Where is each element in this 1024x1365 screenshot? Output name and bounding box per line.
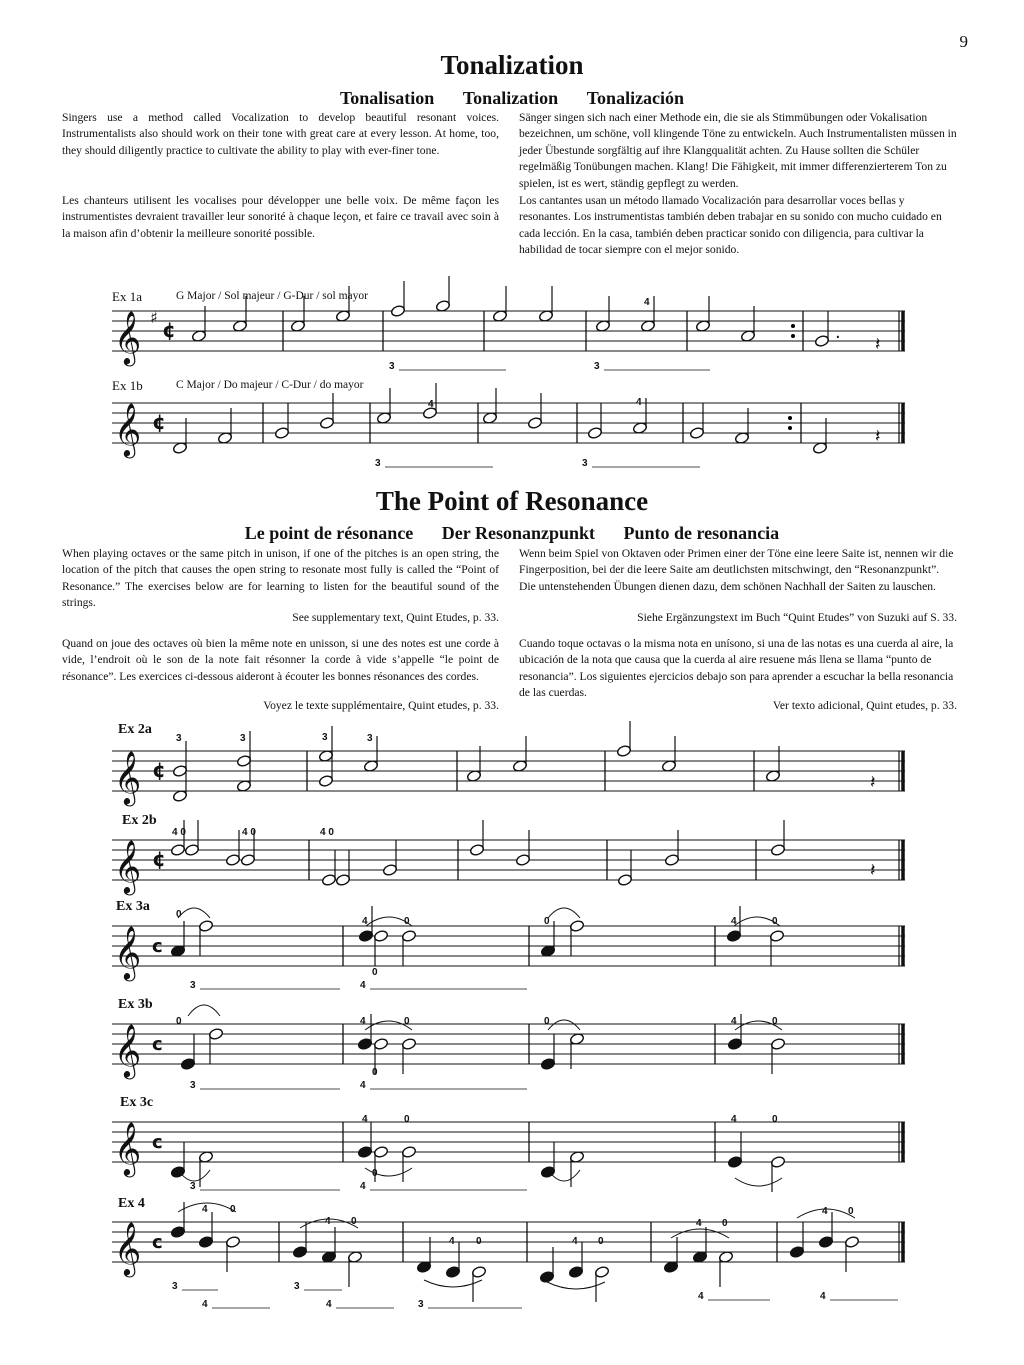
subtitle-de: Tonalization [462, 88, 559, 108]
fingering-mark: 0 [351, 1216, 357, 1227]
fingering-mark: 4 [360, 1080, 366, 1091]
repeat-dot [788, 426, 792, 430]
fingering-mark: 0 [544, 1016, 550, 1027]
note-head [170, 844, 185, 857]
slur [735, 1178, 782, 1186]
note-head [540, 1058, 555, 1071]
fingering-mark: 4 0 [320, 827, 334, 838]
ex2a-label: Ex 2a [118, 722, 152, 737]
note-head [401, 930, 416, 943]
tonalization-title: Tonalization [440, 50, 584, 80]
note-head [469, 844, 484, 857]
note-head [617, 874, 632, 887]
fingering-mark: 4 [696, 1218, 702, 1229]
treble-clef-icon: 𝄞 [114, 402, 142, 456]
note-head [770, 844, 785, 857]
note-head [170, 1226, 185, 1239]
note-head [373, 1038, 388, 1051]
fingering-mark: 4 [362, 1114, 368, 1125]
note-head [321, 874, 336, 887]
time-signature: ¢ [152, 847, 166, 871]
page-number: 9 [959, 32, 968, 51]
note-head [198, 1236, 213, 1249]
tonalization-text-de: Sänger singen sich nach einer Methode ein, die sie als Stimmübungen oder Vokalisation bezeichnen, um schöne, voll klingende Töne zu entwickeln. Auch Instrumentalisten müssen in jeder Übestunde sorgfältig auf ihre Klangqualität achten. Zu Hause sollten die Schüler regelmäßig Tonübungen machen. Klang! Die Fähigkeit, mit immer differenzierterem Ton zu spielen, ist es wert, ständig gepflegt zu werden. [519, 111, 957, 190]
tonalization-text-en: Singers use a method called Vocalization to develop beautiful resonant voices. Instrumentalists also should work on their tone with great care at every lesson. At home, too, they should diligently practice to cultivate the ability to play with ever-finer tone. [62, 111, 499, 157]
repeat-dot [791, 334, 795, 338]
fingering-mark: 4 [572, 1236, 578, 1247]
slur [188, 1005, 220, 1016]
fingering-mark: 3 [240, 733, 246, 744]
note-head [726, 930, 741, 943]
ex4-label: Ex 4 [118, 1196, 145, 1211]
resonance-ref-es: Ver texto adicional, Quint etudes, p. 33. [772, 699, 957, 712]
subtitle-es: Punto de resonancia [623, 523, 780, 543]
resonance-text-de: Wenn beim Spiel von Oktaven oder Primen einer der Töne eine leere Saite ist, nennen wir die Fingerposition, bei der die leere Saite am deutlichsten mitschwingt, den “Resonanzpunkt”. Die untenstehenden Übungen dienen dazu, dem schönen Nachhall der Saiten zu lauschen. [519, 547, 954, 593]
note-head [225, 854, 240, 867]
rest-icon: 𝄽 [875, 334, 881, 355]
treble-clef-icon: 𝄞 [114, 1221, 142, 1275]
fingering-mark: 3 [594, 361, 600, 372]
slur [178, 908, 210, 918]
note-head [274, 427, 289, 440]
time-signature: c [152, 1132, 163, 1153]
fingering-mark: 3 [367, 733, 373, 744]
time-signature: c [152, 936, 163, 957]
fingering-mark: 4 [636, 397, 642, 408]
subtitle-fr: Tonalisation [339, 88, 435, 108]
note-head [515, 854, 530, 867]
note-head [527, 417, 542, 430]
note-head [358, 930, 373, 943]
dot-icon: . [835, 322, 841, 343]
note-head [292, 1246, 307, 1259]
fingering-mark: 3 [389, 361, 395, 372]
note-head [664, 854, 679, 867]
treble-clef-icon: 𝄞 [114, 925, 142, 979]
fingering-mark: 4 [360, 1181, 366, 1192]
note-head [769, 930, 784, 943]
fingering-mark: 3 [582, 458, 588, 469]
note-head [180, 1058, 195, 1071]
subtitle-fr: Le point de résonance [244, 523, 414, 543]
fingering-mark: 4 [731, 1114, 737, 1125]
resonance-ref-fr: Voyez le texte supplémentaire, Quint etudes, p. 33. [263, 699, 499, 712]
note-head [727, 1038, 742, 1051]
treble-clef-icon: 𝄞 [114, 750, 142, 804]
resonance-text-fr: Quand on joue des octaves où bien la même note en unisson, si une des notes est une corde à vide, l’endroit où le son de la note fait résonner la corde à vide s’appelle “le point de résonance”. Les exercices ci-dessous aideront à écouter les bonnes résonances des cordes. [62, 637, 499, 683]
subtitle-es: Tonalización [586, 88, 685, 108]
fingering-mark: 3 [190, 980, 196, 991]
note-head [319, 417, 334, 430]
rest-icon: 𝄽 [870, 772, 876, 793]
note-head [373, 930, 388, 943]
rest-icon: 𝄽 [870, 860, 876, 881]
time-signature: c [152, 1034, 163, 1055]
note-head [318, 775, 333, 788]
fingering-mark: 3 [176, 733, 182, 744]
fingering-mark: 3 [172, 1281, 178, 1292]
note-head [208, 1028, 223, 1041]
fingering-mark: 4 [644, 297, 650, 308]
fingering-mark: 4 [360, 980, 366, 991]
tonalization-text-fr: Les chanteurs utilisent les vocalises pour développer une belle voix. De même façon les instrumentistes devraient travailler leur sonorité à chaque leçon, et faire ce travail avec soin à la maison afin d’obtenir la meilleure sonorité possible. [62, 194, 499, 240]
fingering-mark: 0 [476, 1236, 482, 1247]
fingering-mark: 3 [190, 1181, 196, 1192]
ex1a-key: G Major / Sol majeur / G-Dur / sol mayor [176, 290, 368, 302]
note-head [727, 1156, 742, 1169]
fingering-mark: 0 [404, 916, 410, 927]
slur [548, 1020, 580, 1030]
fingering-mark: 4 [325, 1216, 331, 1227]
repeat-dot [788, 416, 792, 420]
note-head [382, 864, 397, 877]
note-head [172, 765, 187, 778]
note-head [568, 1266, 583, 1279]
time-signature: ¢ [152, 410, 166, 434]
note-head [198, 920, 213, 933]
ex1b-key: C Major / Do majeur / C-Dur / do mayor [176, 379, 364, 391]
resonance-text-es: Cuando toque octavas o la misma nota en unísono, si una de las notas es una cuerda al aire, la ubicación de la nota que causa que la cuerda al aire resuene más llena se llama “punto de resonancia”. Los siguientes ejercicios debajo son para aprender a escuchar la bella resonancia de las cuerdas. [519, 637, 954, 700]
note-head [616, 745, 631, 758]
treble-clef-icon: 𝄞 [114, 310, 142, 364]
note-head [373, 1146, 388, 1159]
time-signature: ¢ [152, 758, 166, 782]
repeat-dot [791, 324, 795, 328]
fingering-mark: 4 [362, 916, 368, 927]
tonalization-text-es: Los cantantes usan un método llamado Vocalización para desarrollar voces bellas y resonantes. Los instrumentistas también deben trabajar en su sonido con mucho cuidado en cada lección. En la casa, también deben practicar sonido con diligencia, para cultivar la habilidad de tocar siempre con el mejor sonido. [519, 194, 942, 257]
note-head [770, 1038, 785, 1051]
note-head [594, 1266, 609, 1279]
sharp-icon: ♯ [150, 308, 158, 327]
note-head [844, 1236, 859, 1249]
fingering-mark: 0 [772, 916, 778, 927]
note-head [445, 1266, 460, 1279]
fingering-mark: 3 [375, 458, 381, 469]
fingering-mark: 0 [404, 1016, 410, 1027]
fingering-mark: 0 [176, 909, 182, 920]
note-head [789, 1246, 804, 1259]
note-head [770, 1156, 785, 1169]
note-head [184, 844, 199, 857]
fingering-mark: 4 [731, 916, 737, 927]
time-signature: c [152, 1232, 163, 1253]
fingering-mark: 0 [404, 1114, 410, 1125]
note-head [587, 427, 602, 440]
time-signature: ¢ [162, 318, 176, 342]
fingering-mark: 4 [820, 1291, 826, 1302]
fingering-mark: 3 [322, 732, 328, 743]
note-head [225, 1236, 240, 1249]
subtitle-de: Der Resonanzpunkt [441, 523, 595, 543]
fingering-mark: 4 0 [242, 827, 256, 838]
fingering-mark: 4 [202, 1299, 208, 1310]
note-head [240, 854, 255, 867]
resonance-title: The Point of Resonance [375, 486, 649, 516]
fingering-mark: 0 [372, 1067, 378, 1078]
fingering-mark: 4 [428, 399, 434, 410]
ex3a-label: Ex 3a [116, 899, 150, 914]
fingering-mark: 0 [772, 1114, 778, 1125]
slur [548, 908, 580, 918]
note-head [401, 1038, 416, 1051]
resonance-text-en: When playing octaves or the same pitch in unison, if one of the pitches is an open string, the location of the pitch that causes the open string to resonate most fully is called the “Point of Resonance.” The exercises below are for learning to listen for the beautiful sound of the strings. [62, 547, 499, 610]
fingering-mark: 4 [698, 1291, 704, 1302]
ex1a-label: Ex 1a [112, 289, 142, 304]
slur [671, 1229, 729, 1238]
fingering-mark: 0 [372, 967, 378, 978]
fingering-mark: 0 [230, 1204, 236, 1215]
ex3b-label: Ex 3b [118, 997, 153, 1012]
note-head [818, 1236, 833, 1249]
fingering-mark: 4 [731, 1016, 737, 1027]
fingering-mark: 0 [848, 1206, 854, 1217]
treble-clef-icon: 𝄞 [114, 1121, 142, 1175]
fingering-mark: 4 [822, 1206, 828, 1217]
fingering-mark: 3 [418, 1299, 424, 1310]
note-head [401, 1146, 416, 1159]
ex3c-label: Ex 3c [120, 1095, 154, 1110]
ex2b-label: Ex 2b [122, 813, 157, 828]
treble-clef-icon: 𝄞 [114, 839, 142, 893]
note-head [357, 1146, 372, 1159]
fingering-mark: 4 [326, 1299, 332, 1310]
fingering-mark: 4 0 [172, 827, 186, 838]
fingering-mark: 3 [190, 1080, 196, 1091]
fingering-mark: 4 [449, 1236, 455, 1247]
rest-icon: 𝄽 [875, 426, 881, 447]
fingering-mark: 0 [372, 1168, 378, 1179]
fingering-mark: 0 [598, 1236, 604, 1247]
note-head [814, 335, 829, 348]
note-head [539, 1271, 554, 1284]
fingering-mark: 4 [360, 1016, 366, 1027]
ex1b-label: Ex 1b [112, 378, 143, 393]
fingering-mark: 0 [544, 916, 550, 927]
note-head [390, 305, 405, 318]
note-head [471, 1266, 486, 1279]
fingering-mark: 0 [176, 1016, 182, 1027]
resonance-ref-de: Siehe Ergänzungstext im Buch “Quint Etudes” von Suzuki auf S. 33. [637, 611, 957, 624]
note-head [335, 874, 350, 887]
treble-clef-icon: 𝄞 [114, 1023, 142, 1077]
note-head [689, 427, 704, 440]
fingering-mark: 3 [294, 1281, 300, 1292]
note-head [357, 1038, 372, 1051]
note-head [236, 755, 251, 768]
fingering-mark: 4 [202, 1204, 208, 1215]
resonance-ref-en: See supplementary text, Quint Etudes, p. 33. [292, 611, 499, 624]
note-head [569, 920, 584, 933]
fingering-mark: 0 [772, 1016, 778, 1027]
fingering-mark: 0 [722, 1218, 728, 1229]
